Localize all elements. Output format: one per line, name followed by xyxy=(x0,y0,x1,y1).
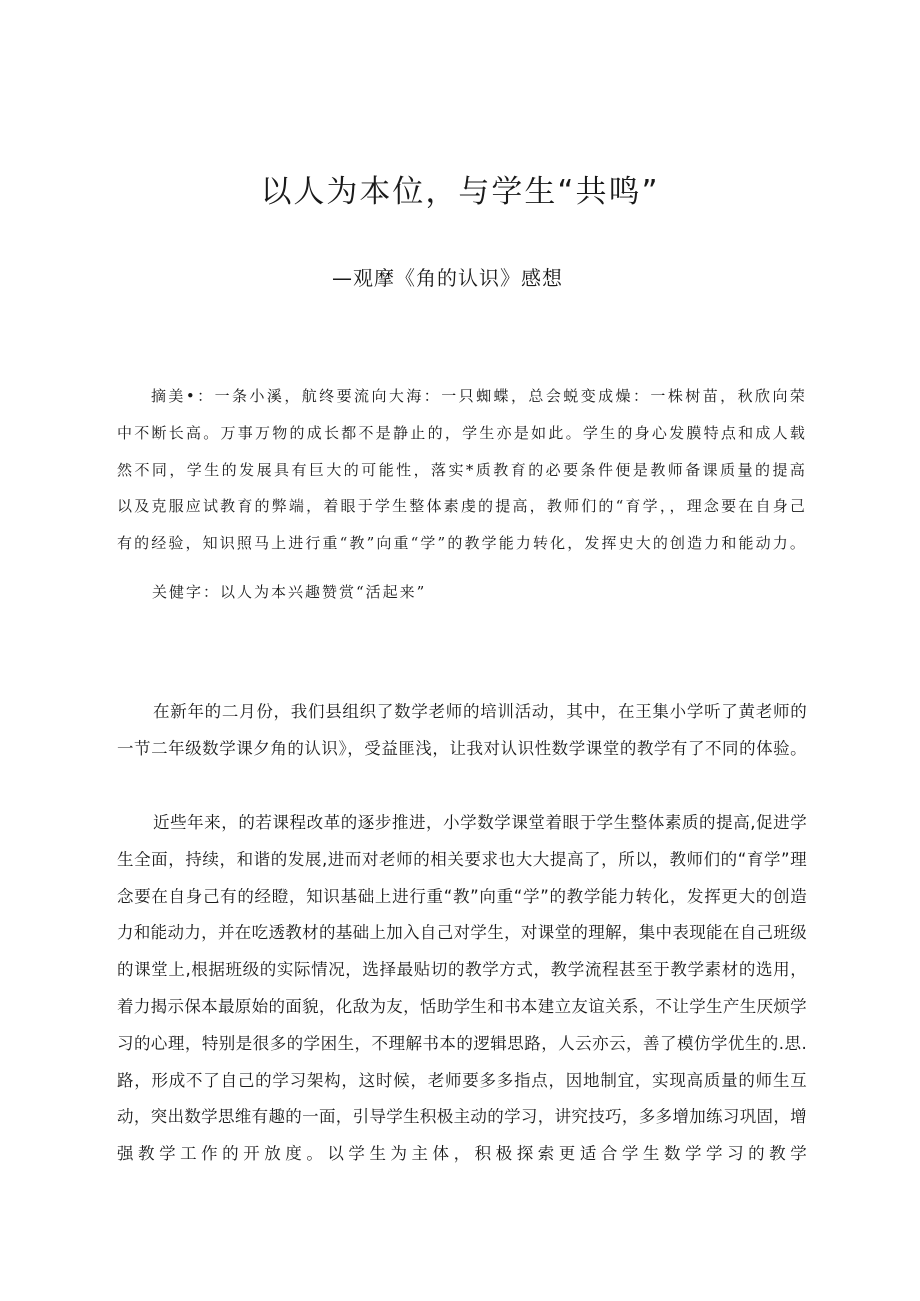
document-title: 以人为本位，与学生“共鸣” xyxy=(260,174,660,210)
document-subtitle: —观摩《角的认识》感想 xyxy=(332,266,563,290)
abstract-paragraph: 摘美•：一条小溪，航终要流向大海：一只蜘蝶，总会蜕变成燥：一株树苗，秋欣向荣中不断长高。万事万物的成长都不是静止的，学生亦是如此。学生的身心发膜特点和成人载然不同，学生的发展具有巨大的可能性，落实*质教育的必要条件便是教师备课质量的提高以及克服应试教育的弊端，着眼于学生整体素虔的提高，教师们的“育学，，理念要在自身己有的经验，知识照马上进行重“教”向重“学”的教学能力转化，发挥史大的创造力和能动力。 xyxy=(117,387,807,553)
body-paragraph: 在新年的二月份，我们县组织了数学老师的培训活动，其中，在王集小学听了黄老师的一节二年级数学课夕角的认识》，受益匪浅，让我对认识性数学课堂的教学有了不同的体验。 xyxy=(117,702,807,758)
keywords-line: 关健字：以人为本兴趣赞赏“活起来” xyxy=(152,583,427,601)
body-paragraph: 近些年来，的若课程改革的逐步推进，小学数学课堂着眼于学生整体素质的提高,促进学生全面，持续，和谐的发展,进而对老师的相关要求也大大提高了，所以，教师们的“育学”理念要在自身己有的经瞪，知识基础上进行重“教”向重“学”的教学能力转化，发挥更大的创造力和能动力，并在吃透教材的基础上加入自己对学生，对课堂的理解，集中表现能在自己班级的课堂上,根据班级的实际情况，选择最贴切的教学方式，教学流程甚至于教学素材的选用，着力揭示保本最原始的面貌，化敌为友，恬助学生和书本建立友谊关系，不让学生产生厌烦学习的心理，特别是很多的学困生，不理解书本的逻辑思路，人云亦云，善了模仿学优生的.思.路，形成不了自己的学习架构，这时候，老师要多多指点，因地制宜，实现高质量的师生互动，突出数学思维有趣的一面，引导学生积极主动的学习，讲究技巧，多多增加练习巩固，增强教学工作的开放度。以学生为主体，积极探索更适合学生数学学习的教学 xyxy=(117,813,807,1164)
